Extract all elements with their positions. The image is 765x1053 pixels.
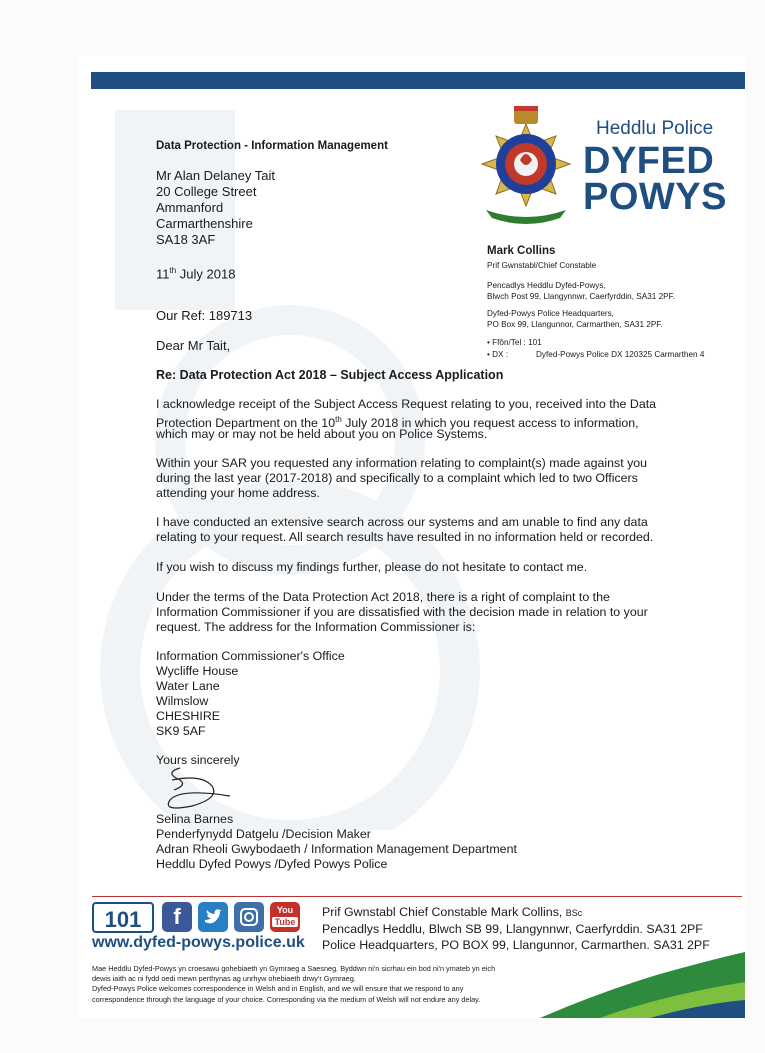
body-text: I have conducted an extensive search across our systems and am unable to find any data [156, 515, 648, 529]
chief-constable-title: Prif Gwnstabl/Chief Constable [487, 261, 597, 270]
recipient-line: Ammanford [156, 200, 224, 215]
website-link[interactable]: www.dyfed-powys.police.uk [92, 934, 305, 951]
footer-chief-constable: Prif Gwnstabl Chief Constable Mark Collins, BSc [322, 905, 583, 919]
our-reference: Our Ref: 189713 [156, 308, 253, 323]
hq-address-welsh: Pencadlys Heddlu Dyfed-Powys, [487, 281, 606, 290]
police-crest-logo [470, 102, 582, 230]
recipient-line: Mr Alan Delaney Tait [156, 168, 275, 183]
twitter-icon[interactable] [198, 902, 228, 932]
recipient-line: Carmarthenshire [156, 216, 253, 231]
footer-landscape-graphic [540, 952, 745, 1018]
footer-address-english: Police Headquarters, PO BOX 99, Llangunnor, Carmarthen. SA31 2PF [322, 938, 710, 952]
brand-dyfed-powys: DYFED POWYS [583, 140, 727, 218]
body-text: Protection Department on the 10th July 2018 in which you request access to information, [156, 415, 639, 431]
body-text: Information Commissioner if you are dissatisfied with the decision made in relation to your [156, 605, 648, 619]
recipient-line: SA18 3AF [156, 232, 216, 247]
body-text: during the last year (2017-2018) and specifically to a complaint which led to two Officers [156, 471, 638, 485]
dx-value: Dyfed-Powys Police DX 120325 Carmarthen 4 [536, 350, 705, 359]
youtube-icon[interactable]: You Tube [270, 902, 300, 932]
salutation: Dear Mr Tait, [156, 338, 231, 353]
body-text: Within your SAR you requested any information relating to complaint(s) made against you [156, 456, 648, 470]
department-heading: Data Protection - Information Management [156, 140, 388, 152]
ico-address-line: SK9 5AF [156, 724, 206, 738]
ico-address-line: Wycliffe House [156, 664, 239, 678]
ico-address-line: Wilmslow [156, 694, 209, 708]
chief-constable-name: Mark Collins [487, 245, 556, 257]
footer-divider [92, 896, 742, 897]
signatory-name: Selina Barnes [156, 812, 234, 826]
instagram-icon[interactable] [234, 902, 264, 932]
handwritten-signature [158, 762, 258, 818]
facebook-icon[interactable]: f [162, 902, 192, 932]
body-text: If you wish to discuss my findings further, please do not hesitate to contact me. [156, 560, 588, 574]
signatory-organisation: Heddlu Dyfed Powys /Dyfed Powys Police [156, 857, 388, 871]
signatory-role: Penderfynydd Datgelu /Decision Maker [156, 827, 371, 841]
body-text: relating to your request. All search results have resulted in no information held or recorded. [156, 530, 654, 544]
subject-line: Re: Data Protection Act 2018 – Subject Access Application [156, 368, 504, 382]
ico-address-line: CHESHIRE [156, 709, 221, 723]
ico-address-line: Water Lane [156, 679, 220, 693]
hq-address-welsh: Blwch Post 99, Llangynnwr, Caerfyrddin, SA31 2PF. [487, 292, 675, 301]
body-text: request. The address for the Information Commissioner is: [156, 620, 476, 634]
letter-date: 11th July 2018 [156, 266, 236, 282]
language-notice: Mae Heddlu Dyfed-Powys yn croesawu gohebiaeth yn Gymraeg a Saesneg. Byddwn ni'n sicrhau ein bod ni'n ymateb yn eich dewis iaith ac ni fydd oedi mewn perthynas ag unrhyw ohebiaeth drwy'r Gymraeg. Dyfed-Powys Police welcomes correspondence in Welsh and in English, and we will ensure that we respond to any correspondence through the language of your choice. Corresponding via the medium of Welsh will not endure any delay. [92, 964, 496, 1004]
body-text: I acknowledge receipt of the Subject Access Request relating to you, received into the Data [156, 397, 657, 411]
hq-address-english: PO Box 99, Llangunnor, Carmarthen, SA31 2PF. [487, 320, 663, 329]
signatory-department: Adran Rheoli Gwybodaeth / Information Management Department [156, 842, 517, 856]
body-text: Under the terms of the Data Protection Act 2018, there is a right of complaint to the [156, 590, 610, 604]
dx-label: • DX : [487, 350, 509, 359]
brand-heddlu-police: Heddlu Police [596, 118, 714, 139]
body-text: which may or may not be held about you on Police Systems. [156, 427, 488, 441]
hq-address-english: Dyfed-Powys Police Headquarters, [487, 309, 614, 318]
ico-address-line: Information Commissioner's Office [156, 649, 345, 663]
body-text: attending your home address. [156, 486, 320, 500]
recipient-line: 20 College Street [156, 184, 257, 199]
header-bar [91, 72, 745, 89]
telephone: • Ffôn/Tel : 101 [487, 338, 542, 347]
closing: Yours sincerely [156, 753, 240, 767]
signatory-block [156, 812, 517, 872]
phone-101-badge: 101 [92, 902, 154, 933]
footer-address-welsh: Pencadlys Heddlu, Blwch SB 99, Llangynnwr, Caerfyrddin. SA31 2PF [322, 922, 703, 936]
